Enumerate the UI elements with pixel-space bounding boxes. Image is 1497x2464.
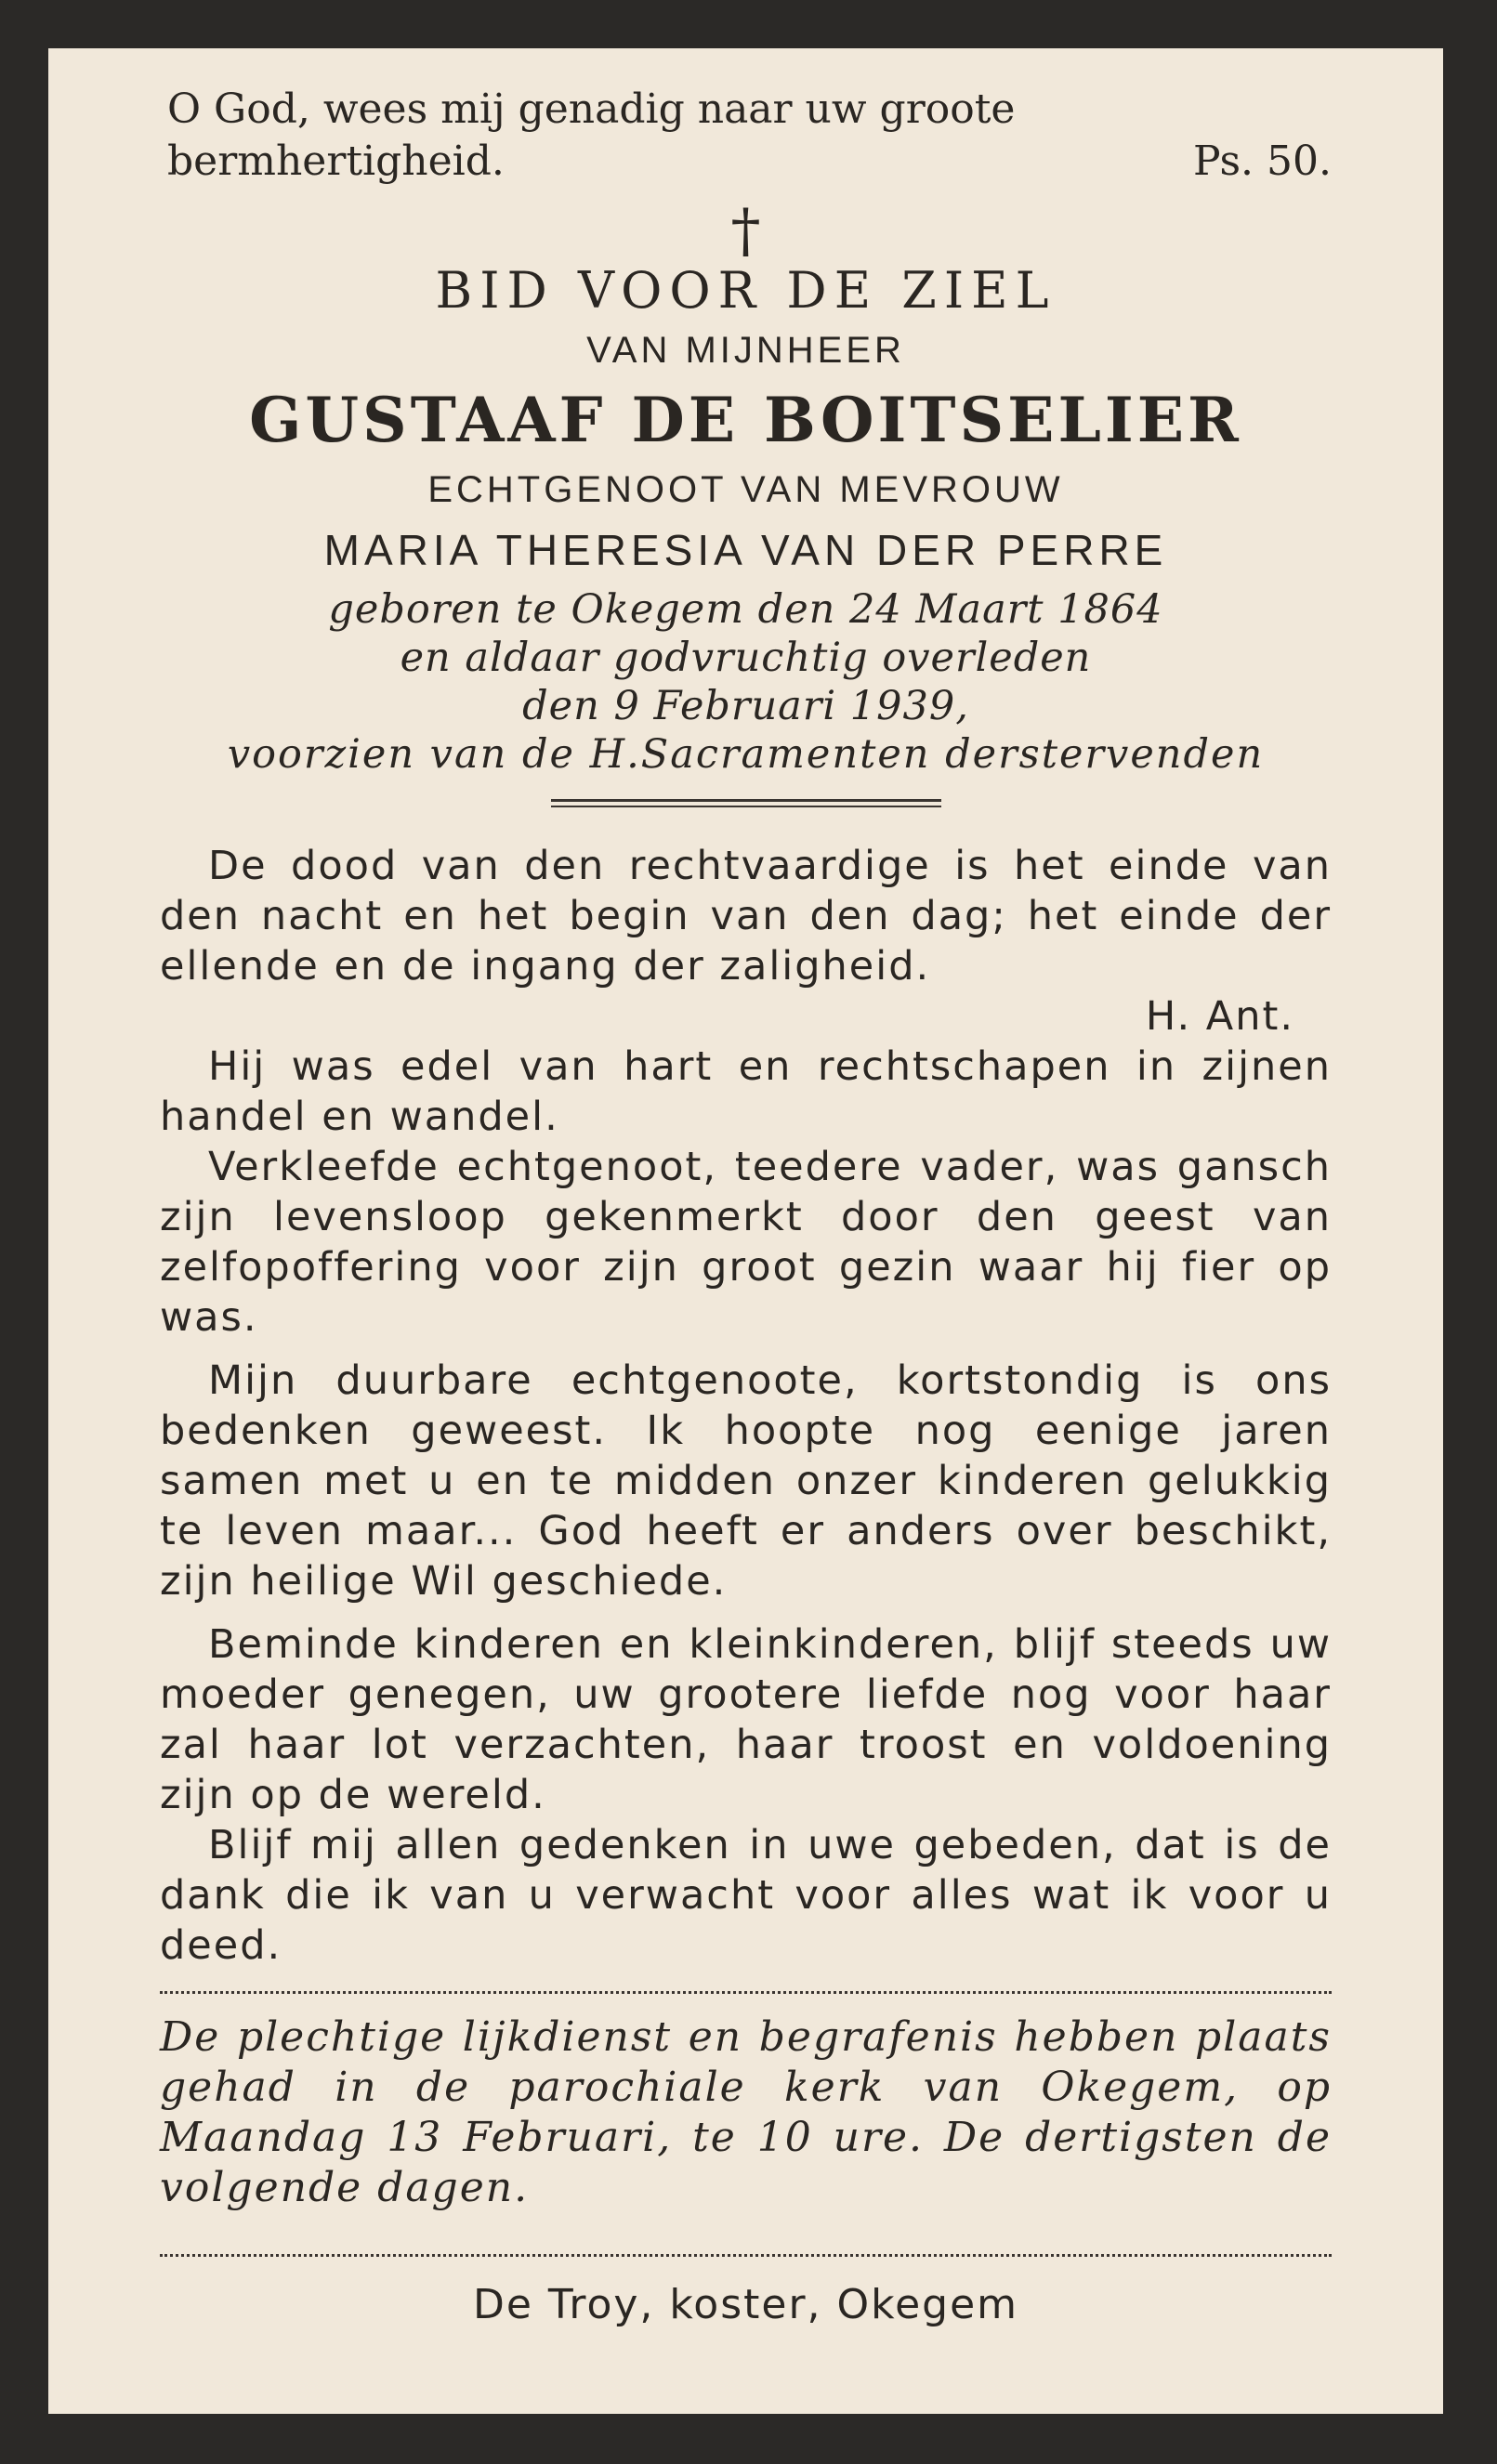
birth-line-3: den 9 Februari 1939,	[522, 683, 969, 729]
quote-paragraph: De dood van den rechtvaardige is het einde van den nacht en het begin van den dag; het einde der ellende en de ingang der zaligheid.	[160, 843, 1332, 990]
epigraph-reference: Ps. 50.	[1193, 138, 1332, 185]
quote-attribution-line	[160, 991, 1332, 1042]
spouse-intro: ECHTGENOOT VAN MEVROUW	[427, 469, 1064, 510]
birth-line-2: en aldaar godvruchtig overleden	[400, 635, 1092, 681]
of-sir-line: VAN MIJNHEER	[586, 330, 905, 371]
paragraph-1: Hij was edel van hart en rechtschapen in zijnen handel en wandel.	[160, 1043, 1332, 1140]
paragraph-5: Blijf mij allen gedenken in uwe gebeden, dat is de dank die ik van u verwacht voor alles wat ik voor u deed.	[160, 1822, 1332, 1969]
epigraph-text-end: bermhertigheid.	[167, 138, 505, 185]
memorial-text	[160, 841, 1332, 1971]
birth-line-4: voorzien van de H.Sacramenten derstervenden	[227, 731, 1265, 778]
epigraph-line-2	[167, 136, 1332, 188]
paragraph-3: Mijn duurbare echtgenoote, kortstondig is ons bedenken geweest. Ik hoopte nog eenige jaren samen met u en te midden onzer kinderen gelukkig te leven maar... God heeft er anders over beschikt, zijn heilige Wil geschiede.	[160, 1357, 1332, 1605]
birth-line-1: geboren te Okegem den 24 Maart 1864	[328, 586, 1163, 633]
funeral-notice: De plechtige lijkdienst en begrafenis hebben plaats gehad in de parochiale kerk van Okegem, op Maandag 13 Februari, te 10 ure. De dertigsten de volgende dagen.	[160, 2013, 1332, 2211]
deceased-name: GUSTAAF DE BOITSELIER	[249, 384, 1242, 456]
cross-icon: †	[730, 197, 761, 266]
dotted-divider-1	[160, 1991, 1332, 1994]
birth-death-details	[160, 585, 1332, 779]
pray-heading: BID VOOR DE ZIEL	[435, 261, 1057, 320]
printer-credit: De Troy, koster, Okegem	[472, 2281, 1019, 2328]
quote-attribution: H. Ant.	[1145, 993, 1294, 1040]
dotted-divider-2	[160, 2254, 1332, 2257]
spouse-name: MARIA THERESIA VAN DER PERRE	[323, 526, 1168, 574]
paragraph-2: Verkleefde echtgenoot, teedere vader, was gansch zijn levensloop gekenmerkt door den geest van zelfopoffering voor zijn groot gezin waar hij fier op was.	[160, 1144, 1332, 1341]
paragraph-4: Beminde kinderen en kleinkinderen, blijf steeds uw moeder genegen, uw grootere liefde nog voor haar zal haar lot verzachten, haar troost en voldoening zijn op de wereld.	[160, 1621, 1332, 1818]
epigraph	[167, 84, 1332, 188]
epigraph-line-1: O God, wees mij genadig naar uw groote	[167, 85, 1016, 133]
card-paper	[48, 48, 1443, 2414]
double-rule-divider	[551, 799, 941, 807]
